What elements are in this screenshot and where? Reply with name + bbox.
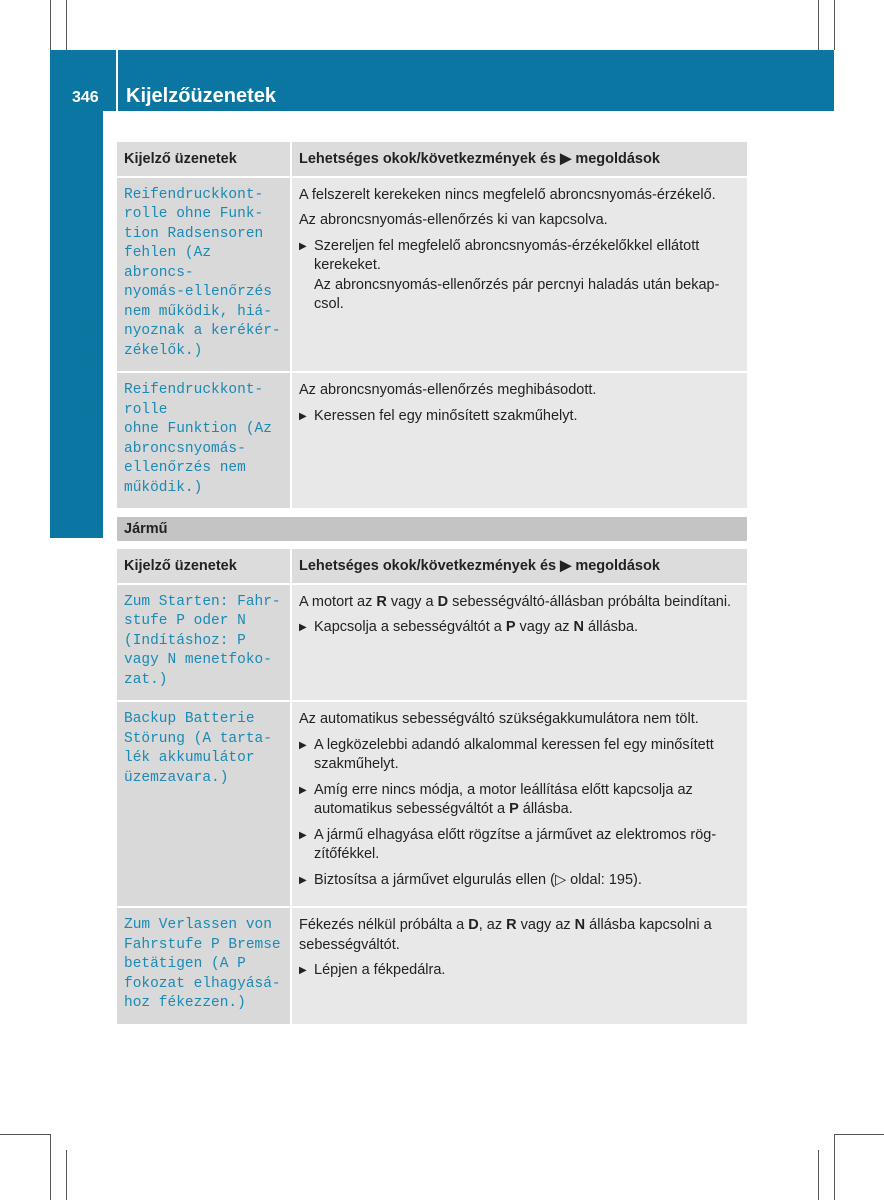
solution-step (299, 871, 740, 891)
text-segment: sebességváltó-állásban próbálta beindítani. (448, 593, 732, 610)
gear-position: N (574, 917, 586, 933)
header-band (50, 50, 834, 111)
text-segment: A legközelebbi adandó alkalommal keressen fel egy minősített szakműhelyt. (314, 736, 714, 772)
messages-table-tires (117, 142, 747, 510)
solution-step (299, 781, 740, 820)
cause-text: Az abroncsnyomás-ellenőrzés meghibásodott. (299, 382, 597, 398)
crop-mark (50, 1134, 51, 1200)
messages-table-vehicle (117, 549, 747, 1026)
display-message: Backup Batterie Störung (A tarta- lék akkumulátor üzemzavara.) (117, 701, 291, 907)
page-number: 346 (72, 89, 99, 106)
text-segment: állásba. (518, 801, 573, 817)
table-row (117, 372, 747, 509)
solution-step (299, 618, 740, 638)
text-segment: Az automatikus sebességváltó szükségakkumulátora nem tölt. (299, 711, 699, 727)
solution-step (299, 736, 740, 775)
crop-mark (834, 1134, 835, 1200)
column-header: Lehetséges okok/következmények és ▶ megoldások (291, 549, 747, 584)
text-segment: A motort az (299, 593, 377, 610)
section-heading: Jármű (117, 517, 747, 541)
display-message: Zum Starten: Fahr- stufe P oder N (Indításhoz: P vagy N menetfoko- zat.) (117, 584, 291, 702)
text-segment: Kapcsolja a sebességváltót a (314, 619, 506, 635)
display-message: Reifendruckkont- rolle ohne Funk- tion Radsensoren fehlen (Az abroncs- nyomás-ellenőrzés nem működik, hiá- nyoznak a kerékér- zékelők.) (117, 177, 291, 373)
text-segment: állásba kapcsolni a sebességváltót. (299, 917, 712, 953)
cause-text (299, 916, 740, 955)
text-segment: Lépjen a fékpedálra. (314, 962, 446, 978)
solution-step (299, 826, 740, 865)
table-header-row (117, 549, 747, 584)
cause-text (299, 710, 740, 730)
column-header: Kijelző üzenetek (117, 549, 291, 584)
crop-mark (834, 1134, 884, 1135)
text-segment: Amíg erre nincs módja, a motor leállítása előtt kapcsolja az automatikus sebességváltót a (314, 781, 693, 817)
text-segment: vagy az (516, 917, 575, 933)
solution-cell (291, 907, 747, 1025)
page-title: Kijelzőüzenetek (126, 85, 277, 107)
cause-text (299, 593, 740, 613)
gear-position: P (509, 801, 519, 817)
crop-mark (818, 1150, 819, 1200)
text-segment: , az (478, 917, 507, 933)
solution-step (299, 961, 740, 981)
table-row (117, 177, 747, 373)
text-segment: Biztosítsa a járművet elgurulás ellen (▷ oldal: 195). (314, 871, 642, 888)
text-segment: Fékezés nélkül próbálta a (299, 917, 469, 933)
solution-cell (291, 177, 747, 373)
crop-mark (818, 0, 819, 50)
crop-mark (834, 0, 835, 50)
gear-position: R (376, 593, 387, 610)
cause-text: Az abroncsnyomás-ellenőrzés ki van kapcsolva. (299, 212, 608, 228)
chapter-title: Fedélzeti számítógép és kijelzései (80, 181, 101, 488)
solution-cell (291, 372, 747, 509)
crop-mark (0, 1134, 50, 1135)
text-segment: vagy a (386, 593, 438, 610)
display-message: Reifendruckkont- rolle ohne Funktion (Az abroncsnyomás- ellenőrzés nem működik.) (117, 372, 291, 509)
solution-step: ▶ Szereljen fel megfelelő abroncsnyomás-érzékelőkkel ellátott kerekeket. Az abroncsnyomás-ellenőrzés pár percnyi haladás után bekap-csol. (299, 237, 740, 315)
text-segment: állásba. (584, 619, 639, 635)
solution-step: ▶ Keressen fel egy minősített szakműhelyt. (299, 407, 740, 427)
display-message: Zum Verlassen von Fahrstufe P Bremse betätigen (A P fokozat elhagyásá- hoz fékezzen.) (117, 907, 291, 1025)
crop-mark (50, 0, 51, 50)
cause-text: A felszerelt kerekeken nincs megfelelő abroncsnyomás-érzékelő. (299, 186, 716, 203)
crop-mark (66, 1150, 67, 1200)
gear-position: N (573, 619, 585, 635)
gear-position: D (468, 917, 479, 933)
text-segment: A jármű elhagyása előtt rögzítse a járművet az elektromos rög-zítőfékkel. (314, 826, 717, 862)
table-row (117, 907, 747, 1025)
table-header-row (117, 142, 747, 177)
solution-cell (291, 584, 747, 702)
gear-position: D (437, 593, 449, 610)
column-header: Lehetséges okok/következmények és ▶ megoldások (291, 142, 747, 177)
solution-cell (291, 701, 747, 907)
text-segment: vagy az (515, 619, 574, 635)
crop-mark (66, 0, 67, 50)
table-row (117, 701, 747, 907)
header-divider (116, 50, 118, 111)
gear-position: P (505, 619, 516, 635)
gear-position: R (506, 917, 517, 933)
column-header: Kijelző üzenetek (117, 142, 291, 177)
table-row (117, 584, 747, 702)
